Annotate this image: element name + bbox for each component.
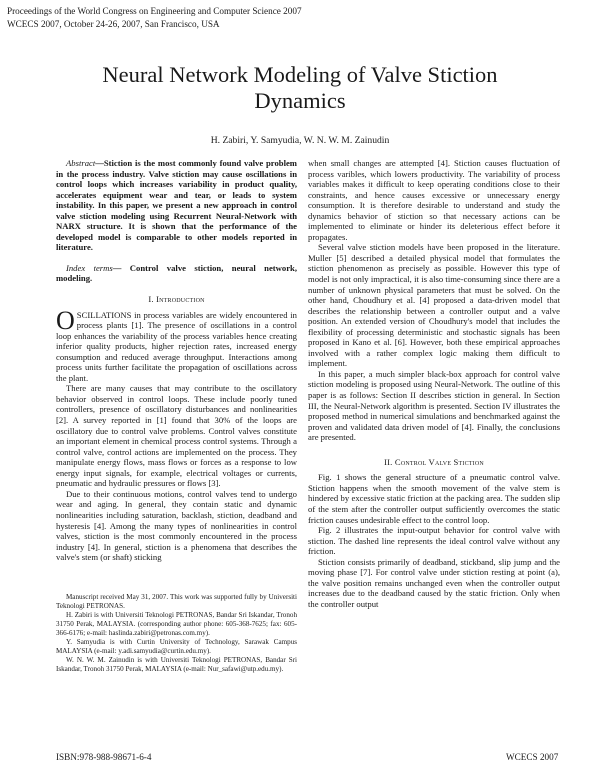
index-terms xyxy=(56,263,297,284)
intro-paragraph-1-text: SCILLATIONS in process variables are widely encountered in process plants [1]. The presence of oscillations in a control loop enhances the variability of the process variables hence creating inferior quality products, higher rejection rates, increased energy consumption and reduced average throughput. Interactions among process units further facilitate the propagation of oscillations across the plant. xyxy=(56,309,297,383)
left-column xyxy=(56,158,297,674)
section-heading-control-valve-stiction: II. Control Valve Stiction xyxy=(384,456,484,467)
title-line-1: Neural Network Modeling of Valve Stiction xyxy=(102,62,498,87)
intro-paragraph-3: Due to their continuous motions, control valves tend to undergo wear and aging. In general, they contain static and dynamic nonlinearities including saturation, backlash, stiction, deadband and hysteresis [4]. Among the many types of nonlinearities in control valves, stiction is the most commonly encountered in the process industry [4]. In general, stiction is a phenomena that describes the valve's stem (or shaft) sticking xyxy=(56,488,297,563)
intro-paragraph-5: Several valve stiction models have been proposed in the literature. Muller [5] described a detailed physical model that formulates the stiction phenomenon as precisely as possible. However this type of model is not only impractical, it is also time-consuming since there are a number of unknown physical parameters that must be solved. On the other hand, Choudhury et al. [4] proposed a data-driven model that describes the relationship between a controller output and a valve position. An extended version of Choudhury's model that includes the flexibility of processing deterministic and stochastic signals has been proposed in Kano et al. [6]. However, both these empirical approaches involved with a rather complex logic making them difficult to implement. xyxy=(308,242,560,369)
intro-paragraph-2: There are many causes that may contribute to the oscillatory behavior observed in control loops. These include poorly tuned controllers, presence of oscillatory disturbances and nonlinearities [2]. A survey reported in [1] found that 30% of the loops are oscillatory due to control valve problems. Control valves constitute an important element in chemical process control systems. Through a control valve, control actions are implemented on the process. They manipulate energy flows, mass flows or forces as a response to low energy input signals, for example, electrical voltages or currents, pneumatic and hydraulic pressures or flows [3]. xyxy=(56,383,297,489)
footer-conference: WCECS 2007 xyxy=(506,752,559,762)
stiction-paragraph-3: Stiction consists primarily of deadband, stickband, slip jump and the moving phase [7]. For control valve under stiction resting at point (a), the valve position remains unchanged even when the controller output increases due to the deadband caused by the static friction. Only when the controller output xyxy=(308,556,560,609)
title-line-2: Dynamics xyxy=(254,88,346,113)
right-column xyxy=(308,158,560,609)
intro-paragraph-1 xyxy=(56,305,297,384)
footnote-samyudia: Y. Samyudia is with Curtin University of Technology, Sarawak Campus MALAYSIA (e-mail: y.adi.samyudia@curtin.edu.my). xyxy=(56,637,297,655)
footer-isbn: ISBN:978-988-98671-6-4 xyxy=(56,752,152,762)
abstract-text: —Stiction is the most commonly found valve problem in the process industry. Valve stiction may cause oscillations in control loops which increases variability in product quality, accelerates equipment wear and tear, or leads to system instability. In this paper, we present a new approach in control valve stiction modeling using Recurrent Neural-Network with NARX structure. It is shown that the performance of the developed model is comparable to other models reported in literature. xyxy=(56,158,297,253)
index-terms-text: — Control valve stiction, neural network, modeling. xyxy=(56,262,297,284)
footnotes xyxy=(56,593,297,674)
footnote-manuscript: Manuscript received May 31, 2007. This work was supported fully by Universiti Teknologi PETRONAS. xyxy=(56,592,297,610)
header-proceedings: Proceedings of the World Congress on Engineering and Computer Science 2007 xyxy=(7,6,302,16)
drop-cap: O xyxy=(56,305,75,335)
footnote-zainudin: W. N. W. M. Zainudin is with Universiti Teknologi PETRONAS, Bandar Sri Iskandar, Tronoh 31750 Perak, MALAYSIA (e-mail: Nur_safawi@utp.edu.my). xyxy=(56,656,297,674)
intro-paragraph-6: In this paper, a much simpler black-box approach for control valve stiction modeling is proposed using Neural-Network. The outline of this paper is as follows: Section II describes stiction in general. In Section III, the Neural-Network algorithm is presented. Section IV illustrates the proposed method in numerical simulations and benchmarked against the proven and validated data driven model of [4]. Finally, the conclusions are presented. xyxy=(308,368,560,443)
abstract xyxy=(56,158,297,253)
stiction-paragraph-1: Fig. 1 shows the general structure of a pneumatic control valve. Stiction happens when the smooth movement of the valve stem is hindered by excessive static friction at the packing area. The sudden slip of the stem after the controller output sufficiently overcomes the static friction causes undesirable effect to the control loop. xyxy=(308,472,560,525)
abstract-label: Abstract xyxy=(66,158,96,168)
author-list: H. Zabiri, Y. Samyudia, W. N. W. M. Zainudin xyxy=(210,135,390,146)
paper-title xyxy=(0,62,600,114)
running-header xyxy=(7,5,302,30)
footnote-zabiri: H. Zabiri is with Universiti Teknologi PETRONAS, Bandar Sri Iskandar, Tronoh 31750 Perak, MALAYSIA. (corresponding author phone: 605-368-7625; fax: 605-366-6176; e-mail: haslinda.zabiri@petronas.com.my). xyxy=(56,610,297,637)
intro-paragraph-4: when small changes are attempted [4]. Stiction causes fluctuation of process varibles, which lowers productivity. The variability of process variables makes it difficult to keep operating conditions close to their constraints, and hence causes excessive or unnecessary energy consumption. It is therefore desirable to understand and study the dynamics behavior of stiction so that necessary actions can be implemented to eliminate or hinder its deleterious effect before it propagates. xyxy=(308,158,560,242)
index-terms-label: Index terms xyxy=(66,262,113,273)
header-conference: WCECS 2007, October 24-26, 2007, San Francisco, USA xyxy=(7,18,220,29)
section-heading-introduction: I. Introduction xyxy=(148,294,205,305)
stiction-paragraph-2: Fig. 2 illustrates the input-output behavior for control valve with stiction. The dashed line represents the ideal control valve without any friction. xyxy=(308,525,560,557)
